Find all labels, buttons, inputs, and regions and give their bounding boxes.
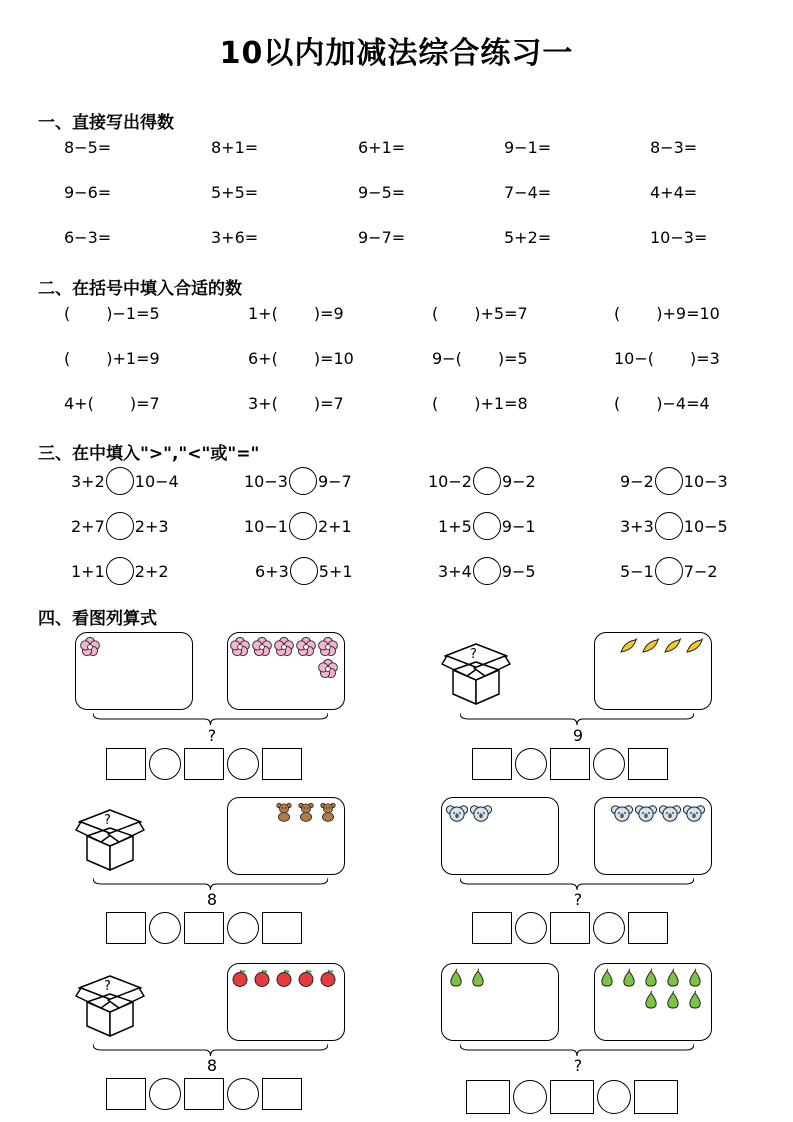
comparison-right: 9−2: [501, 471, 536, 491]
mystery-box-icon: [75, 808, 145, 872]
total-brace: [460, 1043, 694, 1057]
operator-answer-circle[interactable]: [227, 1078, 259, 1110]
comparison-exercise: [255, 557, 353, 585]
flower-icon: [318, 637, 340, 659]
total-brace: [93, 877, 328, 891]
number-answer-box[interactable]: [550, 1080, 594, 1114]
exercise-suffix: )=10: [313, 349, 354, 368]
exercise-suffix: )+1=9: [106, 349, 160, 368]
mystery-box-question-mark: ?: [104, 979, 111, 994]
total-brace: [460, 712, 694, 726]
picture-group: [230, 802, 340, 824]
picture-group: [587, 802, 707, 826]
picture-panel: [594, 797, 712, 875]
number-answer-box[interactable]: [472, 748, 512, 780]
section1-heading: 一、直接写出得数: [38, 113, 174, 133]
total-brace: [460, 877, 694, 891]
exercise-suffix: )=9: [313, 304, 344, 323]
comparison-exercise: [71, 467, 179, 495]
fill-in-bracket-exercise: [64, 304, 160, 323]
mystery-box-question-mark: ?: [104, 813, 111, 828]
arithmetic-exercise: 9−7=: [358, 228, 406, 247]
comparison-left: 1+1: [71, 561, 105, 581]
number-answer-box[interactable]: [466, 1080, 510, 1114]
comparison-exercise: [620, 512, 728, 540]
comparison-exercise: [428, 467, 536, 495]
comparison-exercise: [71, 557, 169, 585]
equation-answer-row: [106, 1078, 305, 1110]
mango-icon: [619, 637, 641, 659]
mango-icon: [685, 637, 707, 659]
equation-answer-row: [466, 1080, 681, 1114]
flower-icon: [80, 637, 102, 659]
fill-in-bracket-exercise: [614, 304, 720, 323]
exercise-suffix: )=7: [313, 394, 344, 413]
comparison-right: 2+2: [134, 561, 169, 581]
koala-icon: [446, 802, 470, 826]
equation-answer-row: [106, 912, 305, 944]
picture-group: [597, 968, 707, 1012]
number-answer-box[interactable]: [262, 912, 302, 944]
arithmetic-exercise: 7−4=: [504, 183, 552, 202]
operator-answer-circle[interactable]: [149, 1078, 181, 1110]
total-label: 8: [206, 1056, 218, 1075]
koala-icon: [470, 802, 494, 826]
operator-answer-circle[interactable]: [149, 748, 181, 780]
exercise-suffix: )=7: [129, 394, 160, 413]
exercise-suffix: )−4=4: [656, 394, 710, 413]
comparison-left: 10−1: [244, 516, 288, 536]
arithmetic-exercise: 6−3=: [64, 228, 112, 247]
operator-answer-circle[interactable]: [227, 748, 259, 780]
apple-icon: [274, 968, 296, 990]
comparison-answer-circle[interactable]: [290, 557, 318, 585]
number-answer-box[interactable]: [628, 912, 668, 944]
fill-in-bracket-exercise: [248, 349, 354, 368]
exercise-prefix: 9−(: [432, 349, 462, 368]
exercise-prefix: 10−(: [614, 349, 655, 368]
section3-heading: 三、在中填入">","<"或"=": [38, 444, 260, 464]
number-answer-box[interactable]: [634, 1080, 678, 1114]
arithmetic-exercise: 8−5=: [64, 138, 112, 157]
fill-in-bracket-exercise: [432, 394, 528, 413]
picture-panel: [594, 632, 712, 710]
mystery-box-icon: [75, 974, 145, 1038]
total-brace: [93, 1043, 328, 1057]
flower-icon: [318, 659, 340, 681]
comparison-exercise: [244, 512, 352, 540]
comparison-answer-circle[interactable]: [473, 467, 501, 495]
number-answer-box[interactable]: [106, 748, 146, 780]
comparison-answer-circle[interactable]: [106, 557, 134, 585]
comparison-answer-circle[interactable]: [655, 557, 683, 585]
comparison-left: 10−3: [244, 471, 288, 491]
number-answer-box[interactable]: [106, 912, 146, 944]
comparison-right: 9−7: [317, 471, 352, 491]
operator-answer-circle[interactable]: [515, 912, 547, 944]
total-label: 9: [572, 726, 584, 745]
picture-group: [446, 802, 566, 826]
picture-group: [230, 637, 340, 681]
pear-icon: [641, 990, 663, 1012]
picture-group: [230, 968, 340, 990]
comparison-right: 5+1: [318, 561, 353, 581]
operator-answer-circle[interactable]: [593, 748, 625, 780]
arithmetic-exercise: 9−5=: [358, 183, 406, 202]
picture-group: [80, 637, 190, 659]
pear-icon: [597, 968, 619, 990]
pear-icon: [663, 990, 685, 1012]
arithmetic-exercise: 8−3=: [650, 138, 698, 157]
page-title: 10以内加减法综合练习一: [219, 36, 574, 71]
pear-icon: [446, 968, 468, 990]
number-answer-box[interactable]: [184, 1078, 224, 1110]
number-answer-box[interactable]: [628, 748, 668, 780]
total-label: ?: [573, 1056, 583, 1075]
equation-answer-row: [472, 912, 671, 944]
comparison-answer-circle[interactable]: [473, 557, 501, 585]
operator-answer-circle[interactable]: [227, 912, 259, 944]
operator-answer-circle[interactable]: [515, 748, 547, 780]
arithmetic-exercise: 4+4=: [650, 183, 698, 202]
total-label: ?: [207, 726, 217, 745]
operator-answer-circle[interactable]: [593, 912, 625, 944]
flower-icon: [274, 637, 296, 659]
teddy-bear-icon: [318, 802, 340, 824]
apple-icon: [296, 968, 318, 990]
comparison-left: 5−1: [620, 561, 654, 581]
koala-icon: [683, 802, 707, 826]
teddy-bear-icon: [296, 802, 318, 824]
comparison-exercise: [438, 512, 536, 540]
section2-heading: 二、在括号中填入合适的数: [38, 279, 242, 299]
equation-answer-row: [106, 748, 305, 780]
exercise-prefix: 4+(: [64, 394, 94, 413]
pear-icon: [641, 968, 663, 990]
picture-panel: [227, 797, 345, 875]
picture-panel: [75, 632, 193, 710]
picture-panel: [441, 797, 559, 875]
picture-panel: [227, 963, 345, 1041]
comparison-exercise: [438, 557, 536, 585]
arithmetic-exercise: 6+1=: [358, 138, 406, 157]
comparison-right: 10−4: [134, 471, 179, 491]
arithmetic-exercise: 5+5=: [211, 183, 259, 202]
exercise-suffix: )=3: [690, 349, 720, 368]
flower-icon: [230, 637, 252, 659]
comparison-left: 3+3: [620, 516, 654, 536]
operator-answer-circle[interactable]: [597, 1080, 631, 1114]
koala-icon: [611, 802, 635, 826]
exercise-prefix: 3+(: [248, 394, 278, 413]
total-brace: [93, 712, 328, 726]
flower-icon: [252, 637, 274, 659]
comparison-exercise: [244, 467, 352, 495]
koala-icon: [635, 802, 659, 826]
comparison-left: 9−2: [620, 471, 654, 491]
arithmetic-exercise: 10−3=: [650, 228, 708, 247]
comparison-right: 2+3: [134, 516, 169, 536]
number-answer-box[interactable]: [262, 748, 302, 780]
comparison-answer-circle[interactable]: [106, 512, 134, 540]
total-label: ?: [573, 890, 583, 909]
comparison-answer-circle[interactable]: [473, 512, 501, 540]
number-answer-box[interactable]: [550, 748, 590, 780]
pear-icon: [468, 968, 490, 990]
pear-icon: [685, 968, 707, 990]
exercise-prefix: (: [614, 304, 621, 323]
exercise-prefix: (: [64, 349, 71, 368]
comparison-exercise: [620, 467, 728, 495]
comparison-answer-circle[interactable]: [289, 512, 317, 540]
comparison-left: 10−2: [428, 471, 472, 491]
mystery-box-icon: [441, 642, 511, 706]
teddy-bear-icon: [274, 802, 296, 824]
pear-icon: [619, 968, 641, 990]
fill-in-bracket-exercise: [248, 304, 344, 323]
section4-heading: 四、看图列算式: [38, 609, 157, 629]
fill-in-bracket-exercise: [614, 349, 720, 368]
total-label: 8: [206, 890, 218, 909]
number-answer-box[interactable]: [472, 912, 512, 944]
arithmetic-exercise: 5+2=: [504, 228, 552, 247]
picture-group: [597, 637, 707, 659]
picture-panel: [441, 963, 559, 1041]
picture-panel: [227, 632, 345, 710]
fill-in-bracket-exercise: [614, 394, 710, 413]
equation-answer-row: [472, 748, 671, 780]
exercise-suffix: )−1=5: [106, 304, 160, 323]
comparison-right: 10−5: [683, 516, 728, 536]
fill-in-bracket-exercise: [248, 394, 344, 413]
exercise-suffix: )+1=8: [474, 394, 528, 413]
arithmetic-exercise: 9−6=: [64, 183, 112, 202]
pear-icon: [663, 968, 685, 990]
exercise-prefix: (: [614, 394, 621, 413]
fill-in-bracket-exercise: [432, 349, 528, 368]
picture-panel: [594, 963, 712, 1041]
mango-icon: [641, 637, 663, 659]
apple-icon: [318, 968, 340, 990]
operator-answer-circle[interactable]: [149, 912, 181, 944]
comparison-left: 6+3: [255, 561, 289, 581]
comparison-answer-circle[interactable]: [655, 512, 683, 540]
exercise-prefix: 6+(: [248, 349, 278, 368]
pear-icon: [685, 990, 707, 1012]
comparison-exercise: [71, 512, 169, 540]
comparison-right: 10−3: [683, 471, 728, 491]
mango-icon: [663, 637, 685, 659]
koala-icon: [659, 802, 683, 826]
comparison-answer-circle[interactable]: [289, 467, 317, 495]
comparison-right: 7−2: [683, 561, 718, 581]
number-answer-box[interactable]: [262, 1078, 302, 1110]
comparison-left: 3+2: [71, 471, 105, 491]
exercise-suffix: )=5: [497, 349, 528, 368]
arithmetic-exercise: 3+6=: [211, 228, 259, 247]
comparison-answer-circle[interactable]: [655, 467, 683, 495]
comparison-answer-circle[interactable]: [106, 467, 134, 495]
comparison-right: 2+1: [317, 516, 352, 536]
comparison-left: 1+5: [438, 516, 472, 536]
arithmetic-exercise: 8+1=: [211, 138, 259, 157]
picture-group: [446, 968, 556, 990]
mystery-box-question-mark: ?: [470, 647, 477, 662]
exercise-suffix: )+9=10: [656, 304, 720, 323]
fill-in-bracket-exercise: [432, 304, 528, 323]
operator-answer-circle[interactable]: [513, 1080, 547, 1114]
fill-in-bracket-exercise: [64, 394, 160, 413]
exercise-prefix: 1+(: [248, 304, 278, 323]
number-answer-box[interactable]: [184, 912, 224, 944]
exercise-prefix: (: [64, 304, 71, 323]
number-answer-box[interactable]: [184, 748, 224, 780]
apple-icon: [252, 968, 274, 990]
comparison-left: 3+4: [438, 561, 472, 581]
comparison-right: 9−1: [501, 516, 536, 536]
number-answer-box[interactable]: [106, 1078, 146, 1110]
number-answer-box[interactable]: [550, 912, 590, 944]
exercise-suffix: )+5=7: [474, 304, 528, 323]
fill-in-bracket-exercise: [64, 349, 160, 368]
apple-icon: [230, 968, 252, 990]
comparison-exercise: [620, 557, 718, 585]
flower-icon: [296, 637, 318, 659]
exercise-prefix: (: [432, 304, 439, 323]
comparison-right: 9−5: [501, 561, 536, 581]
arithmetic-exercise: 9−1=: [504, 138, 552, 157]
exercise-prefix: (: [432, 394, 439, 413]
comparison-left: 2+7: [71, 516, 105, 536]
